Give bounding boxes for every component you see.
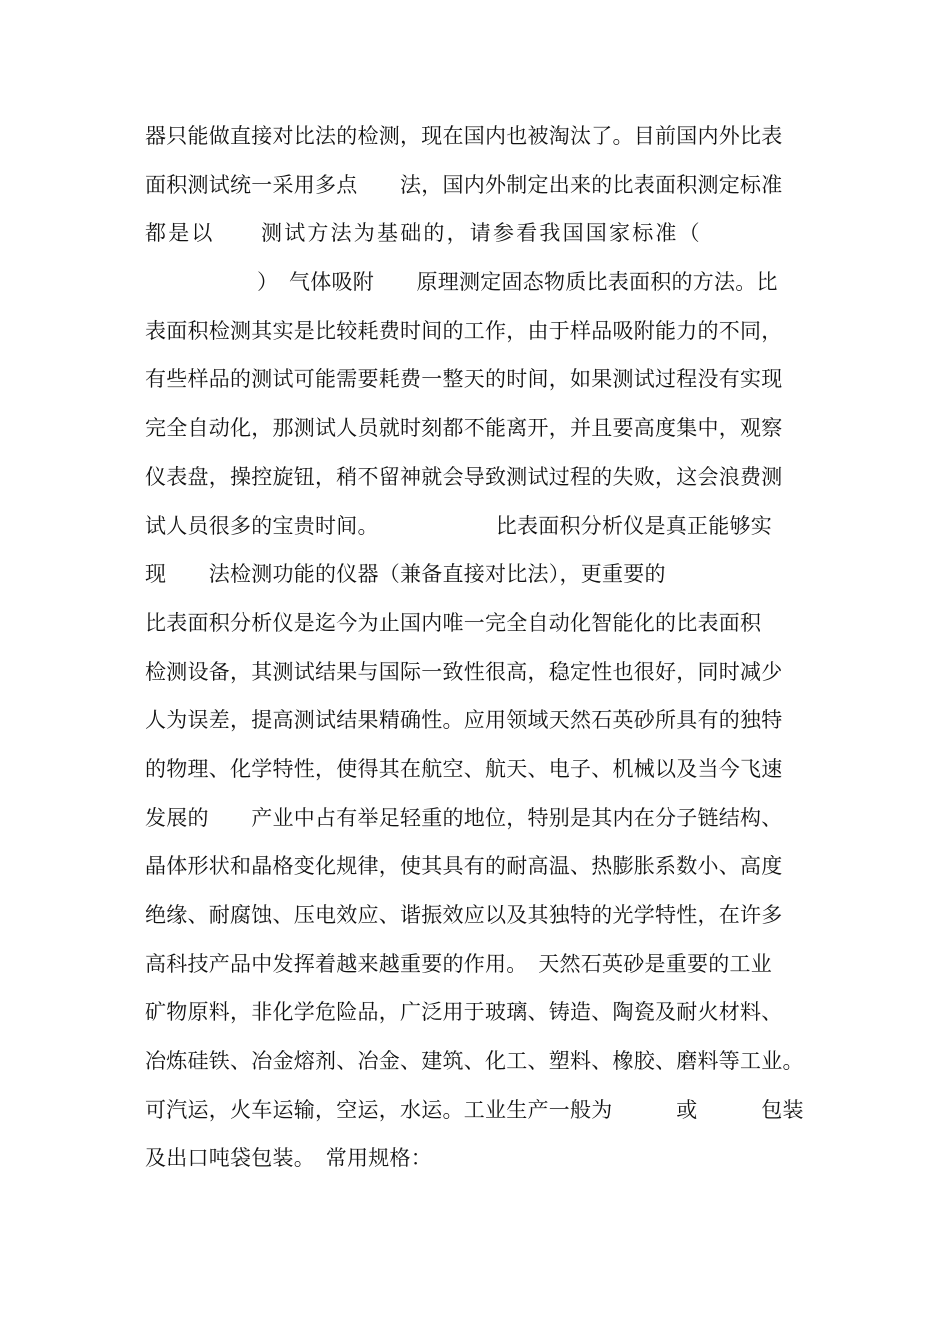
text-line: 面积测试统一采用多点 法，国内外制定出来的比表面积测定标准 — [145, 172, 783, 197]
text-line: 的物理、化学特性，使得其在航空、航天、电子、机械以及当今飞速 — [145, 756, 783, 781]
text-line: 表面积检测其实是比较耗费时间的工作，由于样品吸附能力的不同， — [145, 318, 783, 343]
body-text — [145, 112, 807, 1183]
text-line: 发展的 产业中占有举足轻重的地位，特别是其内在分子链结构、 — [145, 805, 783, 830]
text-line: 完全自动化，那测试人员就时刻都不能离开，并且要高度集中，观察 — [145, 416, 783, 441]
text-line: 可汽运，火车运输，空运，水运。工业生产一般为 或 包装 — [145, 1097, 804, 1122]
text-line: 试人员很多的宝贵时间。 比表面积分析仪是真正能够实 — [145, 513, 772, 538]
text-line: 仪表盘，操控旋钮，稍不留神就会导致测试过程的失败，这会浪费测 — [145, 464, 783, 489]
text-line: 冶炼硅铁、冶金熔剂、冶金、建筑、化工、塑料、橡胶、磨料等工业。 — [145, 1049, 804, 1074]
text-line: 人为误差，提高测试结果精确性。应用领域天然石英砂所具有的独特 — [145, 708, 783, 733]
text-line: 绝缘、耐腐蚀、压电效应、谐振效应以及其独特的光学特性，在许多 — [145, 903, 783, 927]
text-line: 矿物原料，非化学危险品，广泛用于玻璃、铸造、陶瓷及耐火材料、 — [145, 1000, 783, 1025]
text-line: 晶体形状和晶格变化规律，使其具有的耐高温、热膨胀系数小、高度 — [145, 854, 783, 879]
text-line: 都是以 测试方法为基础的，请参看我国国家标准（ — [145, 221, 702, 246]
text-line: 及出口吨袋包装。 常用规格： — [145, 1146, 432, 1171]
text-line: 现 法检测功能的仪器（兼备直接对比法），更重要的 — [145, 562, 666, 587]
text-line: 器只能做直接对比法的检测，现在国内也被淘汰了。目前国内外比表 — [145, 124, 783, 148]
text-line: 比表面积分析仪是迄今为止国内唯一完全自动化智能化的比表面积 — [145, 610, 762, 635]
text-line: 检测设备，其测试结果与国际一致性很高，稳定性也很好，同时减少 — [145, 659, 783, 684]
text-line: 高科技产品中发挥着越来越重要的作用。 天然石英砂是重要的工业 — [145, 951, 772, 976]
text-line: 有些样品的测试可能需要耗费一整天的时间，如果测试过程没有实现 — [145, 367, 783, 392]
text-line: ） 气体吸附 原理测定固态物质比表面积的方法。比 — [257, 270, 778, 295]
